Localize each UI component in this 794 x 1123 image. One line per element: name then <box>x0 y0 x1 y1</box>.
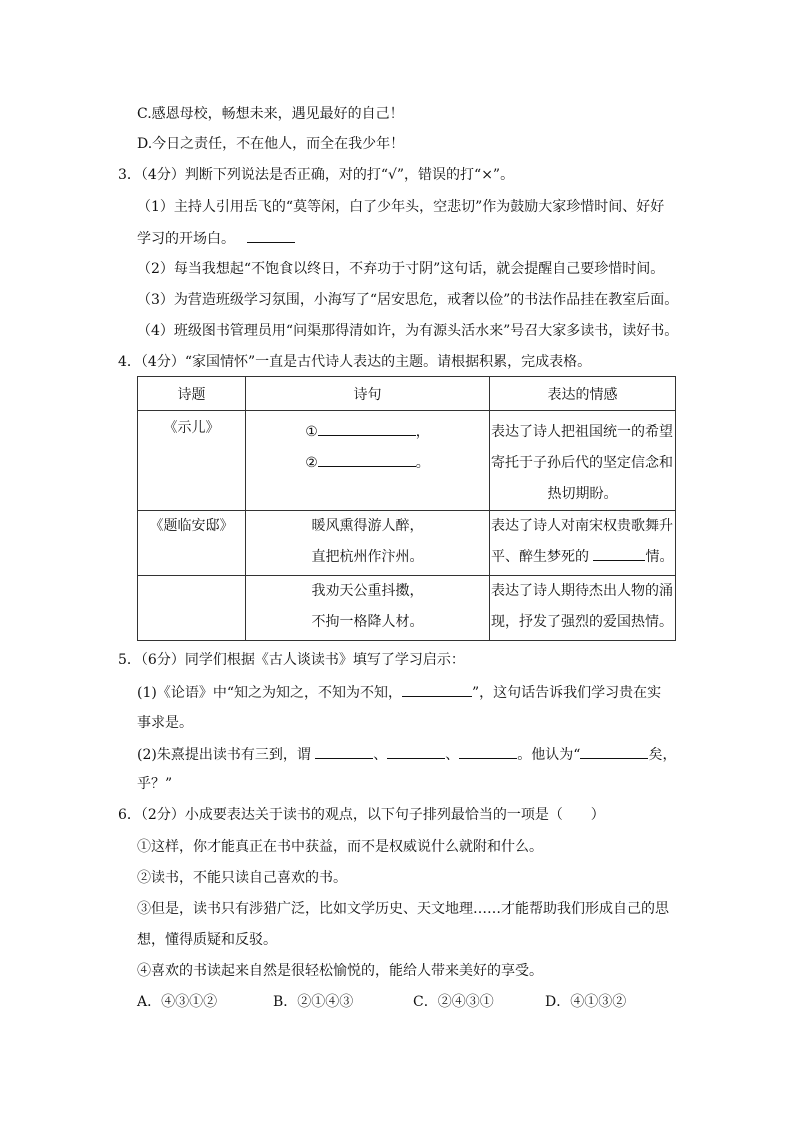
q5-blank-5[interactable] <box>580 744 648 759</box>
q3-item4: （4）班级图书管理员用“问渠那得清如许，为有源头活水来”号召大家多读书，读好书。 <box>137 323 679 339</box>
row3-title <box>138 576 246 641</box>
q6-options <box>137 992 626 1012</box>
row2-title: 《题临安邸》 <box>138 511 246 576</box>
q5-blank-2[interactable] <box>315 744 373 759</box>
q6-option-c[interactable]: C．②④③① <box>413 994 494 1010</box>
q3-answer-blank[interactable] <box>247 228 295 243</box>
row1-emotion: 表达了诗人把祖国统一的希望 寄托于子孙后代的坚定信念和 热切期盼。 <box>490 411 676 511</box>
q5-item2-line2: 乎？” <box>137 776 173 792</box>
q3-stem: 3．（4分）判断下列说法是否正确，对的打“√”，错误的打“×”。 <box>118 167 515 183</box>
q6-sentence-3-cont: 想，懂得质疑和反驳。 <box>137 932 277 948</box>
poem-table <box>137 376 676 641</box>
q3-item1-line2 <box>137 228 295 249</box>
option-d: D.今日之责任，不在他人，而全在我少年！ <box>137 136 405 152</box>
q6-sentence-4: ④喜欢的书读起来自然是很轻松愉悦的，能给人带来美好的享受。 <box>137 963 543 979</box>
q3-item2: （2）每当我想起“不饱食以终日，不弃功于寸阴”这句话，就会提醒自己要珍惜时间。 <box>137 261 665 277</box>
header-emotion: 表达的情感 <box>490 377 676 411</box>
q6-sentence-1: ①这样，你才能真正在书中获益，而不是权威说什么就附和什么。 <box>137 839 543 855</box>
row1-mark-1: ① <box>305 424 318 440</box>
row1-mark-2: ② <box>305 455 318 471</box>
q5-blank-4[interactable] <box>459 744 517 759</box>
q6-option-b[interactable]: B．②①④③ <box>273 994 354 1010</box>
q3-item1-text: 学习的开场白。 <box>137 231 235 247</box>
q6-stem: 6．（2分）小成要表达关于读书的观点，以下句子排列最恰当的一项是（ ） <box>118 807 605 823</box>
q6-sentence-2: ②读书，不能只读自己喜欢的书。 <box>137 870 347 886</box>
row2-emotion: 表达了诗人对南宋权贵歌舞升 平、醉生梦死的 情。 <box>490 511 676 576</box>
q5-item2: (2)朱熹提出读书有三到，谓 、 、 。他认为“ 矣， <box>137 744 676 765</box>
q6-option-d[interactable]: D．④①③② <box>545 994 627 1010</box>
q4-stem: 4．（4分）“家国情怀”一直是古代诗人表达的主题。请根据积累，完成表格。 <box>118 354 592 370</box>
row1-title: 《示儿》 <box>138 411 246 511</box>
q5-stem: 5．（6分）同学们根据《古人谈读书》填写了学习启示： <box>118 652 465 668</box>
q5-item1: (1)《论语》中“知之为知之，不知为不知， ”，这句话告诉我们学习贵在实 <box>137 682 661 703</box>
row2-emotion-blank[interactable] <box>593 546 645 561</box>
q3-item1-line1: （1）主持人引用岳飞的“莫等闲，白了少年头，空悲切”作为鼓励大家珍惜时间、好好 <box>137 199 665 215</box>
q6-sentence-3: ③但是，读书只有涉猎广泛，比如文学历史、天文地理……才能帮助我们形成自己的思 <box>137 901 669 917</box>
q5-blank-1[interactable] <box>402 682 472 697</box>
option-c: C.感恩母校，畅想未来，遇见最好的自己！ <box>137 106 404 122</box>
row1-blank-1[interactable] <box>318 421 416 436</box>
q6-option-a[interactable]: A．④③①② <box>137 994 218 1010</box>
q5-blank-3[interactable] <box>387 744 445 759</box>
q3-item3: （3）为营造班级学习氛围，小海写了“居安思危，戒奢以俭”的书法作品挂在教室后面。 <box>137 292 679 308</box>
row3-verses: 我劝天公重抖擞， 不拘一格降人材。 <box>246 576 490 641</box>
row1-blank-2[interactable] <box>318 452 416 467</box>
header-title: 诗题 <box>138 377 246 411</box>
row1-verses: ① ， ② 。 <box>246 411 490 511</box>
header-verse: 诗句 <box>246 377 490 411</box>
row3-emotion: 表达了诗人期待杰出人物的涌 现，抒发了强烈的爱国热情。 <box>490 576 676 641</box>
row2-verses: 暖风熏得游人醉， 直把杭州作汴州。 <box>246 511 490 576</box>
q5-item1-line2: 事求是。 <box>137 715 193 731</box>
